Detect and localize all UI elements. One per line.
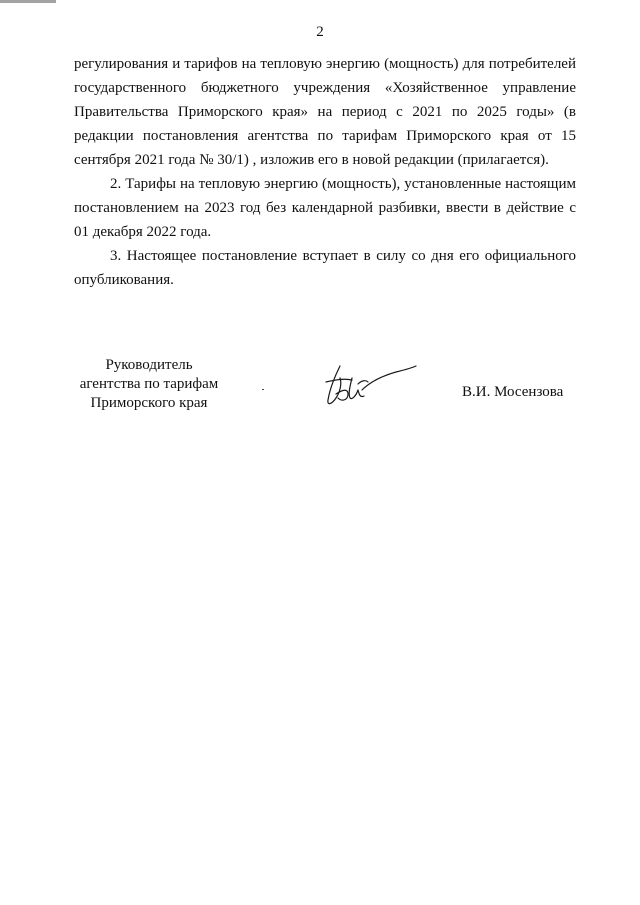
paragraph-item-2: 2. Тарифы на тепловую энергию (мощность), установленные настоящим постановлением на 2023 год без календарной разбивки, ввести в действие с 01 декабря 2022 года. (74, 176, 576, 240)
handwritten-signature (318, 360, 418, 410)
paragraph-continuation: регулирования и тарифов на тепловую энергию (мощность) для потребителей государственного бюджетного учреждения «Хозяйственное управление Правительства Приморского края» на период с 2021 по 2025 годы» (в редакции постановления агентства по тарифам Приморского края от 15 сентября 2021 года № 30/1) , изложив его в новой редакции (прилагается). (74, 56, 576, 168)
page-number: 2 (316, 24, 324, 40)
signer-name: В.И. Мосензова (462, 384, 564, 400)
signatory-title-line: Руководитель (105, 357, 193, 373)
signatory-title-block (64, 356, 234, 413)
paragraph-item-3: 3. Настоящее постановление вступает в силу со дня его официального опубликования. (74, 248, 576, 288)
signatory-title-line: агентства по тарифам (79, 376, 219, 392)
scan-speck (262, 389, 264, 390)
scan-corner-mark (0, 0, 56, 3)
signatory-title-line: Приморского края (90, 395, 208, 411)
document-body (74, 52, 576, 292)
